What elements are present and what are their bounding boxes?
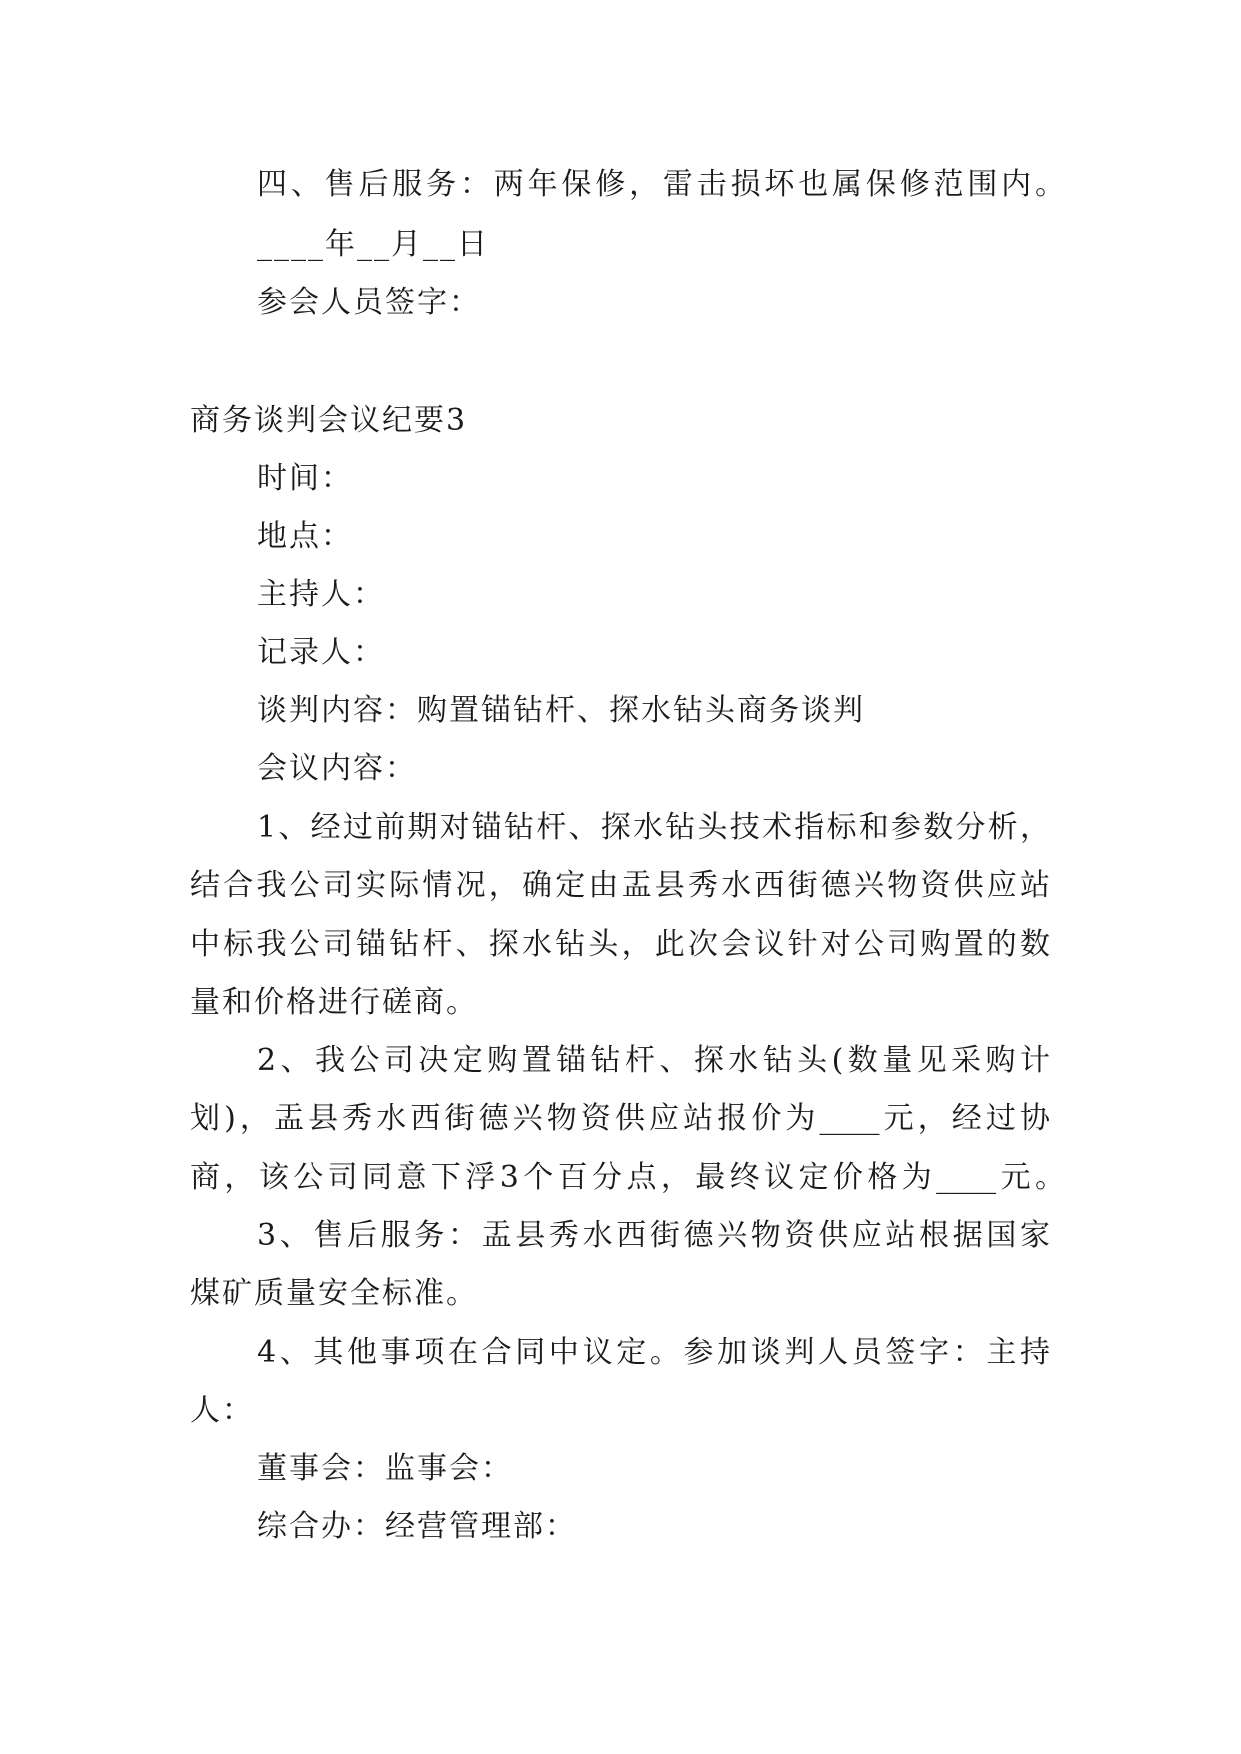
item-1-line-2: 结合我公司实际情况，确定由盂县秀水西街德兴物资供应站 xyxy=(190,868,1050,903)
board-signature-line: 董事会：监事会： xyxy=(257,1451,513,1486)
item-4-line-2: 人： xyxy=(190,1393,254,1428)
item-2-line-3: 商，该公司同意下浮3个百分点，最终议定价格为____元。 xyxy=(190,1160,1065,1195)
negotiation-content: 谈判内容：购置锚钻杆、探水钻头商务谈判 xyxy=(257,693,865,728)
host-field: 主持人： xyxy=(257,577,385,612)
item-2-line-2: 划)，盂县秀水西街德兴物资供应站报价为____元，经过协 xyxy=(190,1101,1050,1136)
item-2-line-1: 2、我公司决定购置锚钻杆、探水钻头(数量见采购计 xyxy=(257,1043,1050,1078)
item-3-line-2: 煤矿质量安全标准。 xyxy=(190,1276,478,1311)
location-field: 地点： xyxy=(257,519,353,554)
item-1-line-3: 中标我公司锚钻杆、探水钻头，此次会议针对公司购置的数 xyxy=(190,927,1050,962)
after-sales-line: 四、售后服务：两年保修，雷击损坏也属保修范围内。 xyxy=(257,167,1065,202)
office-signature-line: 综合办：经营管理部： xyxy=(257,1509,577,1544)
time-field: 时间： xyxy=(257,461,353,496)
signature-line: 参会人员签字： xyxy=(257,285,481,320)
date-line: ____年__月__日 xyxy=(257,227,489,262)
item-3-line-1: 3、售后服务：盂县秀水西街德兴物资供应站根据国家 xyxy=(257,1218,1050,1253)
recorder-field: 记录人： xyxy=(257,635,385,670)
meeting-content-label: 会议内容： xyxy=(257,751,417,786)
item-1-line-4: 量和价格进行磋商。 xyxy=(190,985,478,1020)
section-title: 商务谈判会议纪要3 xyxy=(190,403,468,438)
item-4-line-1: 4、其他事项在合同中议定。参加谈判人员签字：主持 xyxy=(257,1335,1050,1370)
item-1-line-1: 1、经过前期对锚钻杆、探水钻头技术指标和参数分析， xyxy=(257,810,1050,845)
